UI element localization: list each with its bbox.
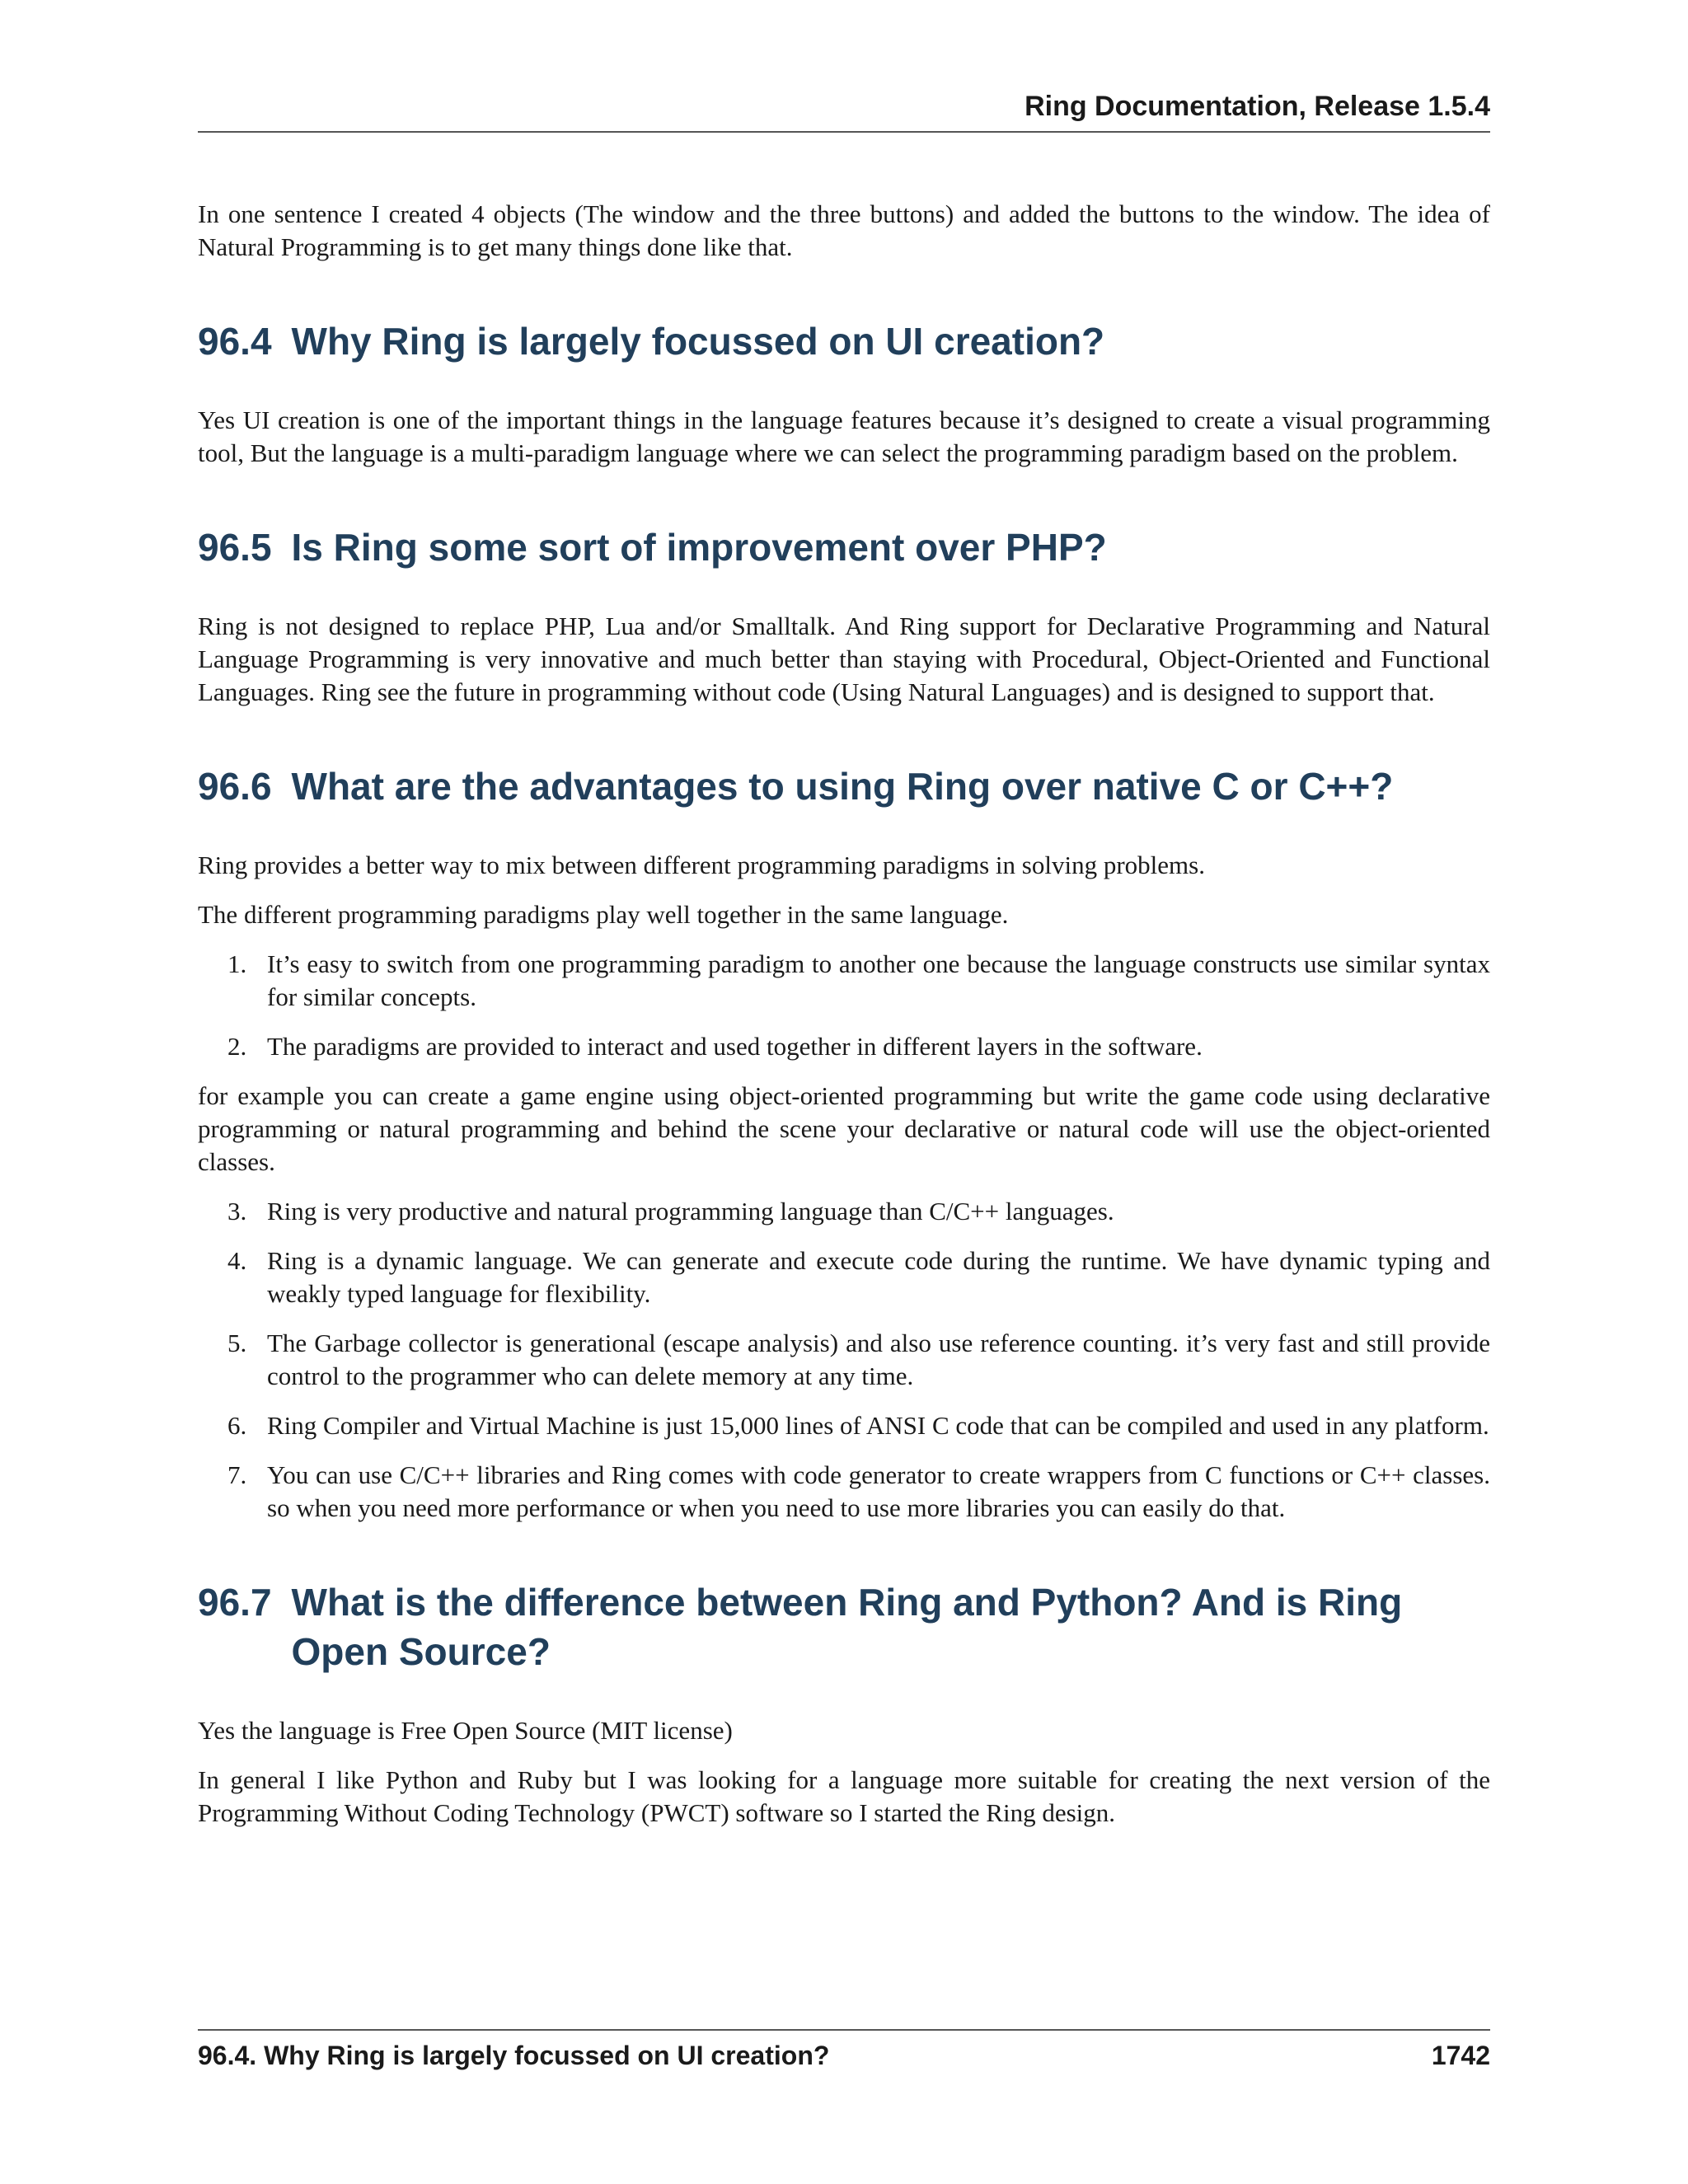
section-96-6-paragraph-1: Ring provides a better way to mix between different programming paradigms in solving problems. <box>198 851 1205 879</box>
list-item-text: The Garbage collector is generational (escape analysis) and also use reference counting. it’s very fast and still provide control to the programmer who can delete memory at any time. <box>267 1329 1490 1390</box>
list-item-text: It’s easy to switch from one programming paradigm to another one because the language constructs use similar syntax for similar concepts. <box>267 949 1490 1011</box>
intro-paragraph: In one sentence I created 4 objects (The window and the three buttons) and added the buttons to the window. The idea of Natural Programming is to get many things done like that. <box>198 199 1490 261</box>
list-marker: 5. <box>227 1329 247 1357</box>
advantages-list-a <box>198 948 1490 1063</box>
list-marker: 6. <box>227 1411 247 1440</box>
section-number: 96.7 <box>198 1581 272 1624</box>
section-number: 96.5 <box>198 526 272 569</box>
running-footer <box>198 2029 1490 2071</box>
list-item-text: You can use C/C++ libraries and Ring comes with code generator to create wrappers from C functions or C++ classes. so when you need more performance or when you need to use more libraries you can easily do that. <box>267 1460 1490 1522</box>
section-title: Is Ring some sort of improvement over PHP? <box>291 526 1107 569</box>
list-item-text: Ring is very productive and natural programming language than C/C++ languages. <box>267 1197 1114 1226</box>
section-96-6-paragraph-2: The different programming paradigms play well together in the same language. <box>198 900 1009 929</box>
section-title: What are the advantages to using Ring over native C or C++? <box>291 765 1394 808</box>
page-number: 1742 <box>1431 2041 1490 2070</box>
list-item <box>198 948 1490 1014</box>
list-marker: 2. <box>227 1032 247 1061</box>
list-item <box>198 1030 1490 1063</box>
section-96-7-paragraph-1: Yes the language is Free Open Source (MIT license) <box>198 1716 733 1745</box>
section-heading-96-5 <box>198 523 1490 572</box>
section-title: Why Ring is largely focussed on UI creation? <box>291 320 1105 363</box>
list-item <box>198 1459 1490 1525</box>
section-number: 96.6 <box>198 765 272 808</box>
list-marker: 7. <box>227 1460 247 1489</box>
list-item-text: Ring Compiler and Virtual Machine is just 15,000 lines of ANSI C code that can be compiled and used in any platform. <box>267 1411 1489 1440</box>
running-header: Ring Documentation, Release 1.5.4 <box>198 91 1490 133</box>
section-96-5-paragraph: Ring is not designed to replace PHP, Lua and/or Smalltalk. And Ring support for Declarative Programming and Natural Language Programming is very innovative and much better than staying with Procedural, Object-Oriented and Functional Languages. Ring see the future in programming without code (Using Natural Languages) and is designed to support that. <box>198 612 1490 706</box>
list-item-text: Ring is a dynamic language. We can generate and execute code during the runtime. We have dynamic typing and weakly typed language for flexibility. <box>267 1246 1490 1308</box>
list-item <box>198 1409 1490 1442</box>
section-96-6-example-paragraph: for example you can create a game engine using object-oriented programming but write the game code using declarative programming or natural programming and behind the scene your declarative or natural code will use the object-oriented classes. <box>198 1081 1490 1176</box>
section-number: 96.4 <box>198 320 272 363</box>
list-marker: 1. <box>227 949 247 978</box>
page-content <box>198 198 1490 1846</box>
section-title: What is the difference between Ring and Python? And is Ring Open Source? <box>291 1581 1403 1673</box>
section-heading-96-6 <box>198 762 1490 811</box>
list-item <box>198 1327 1490 1393</box>
section-96-7-paragraph-2: In general I like Python and Ruby but I was looking for a language more suitable for creating the next version of the Programming Without Coding Technology (PWCT) software so I started the Ring design. <box>198 1765 1490 1827</box>
list-item <box>198 1195 1490 1228</box>
section-heading-96-4 <box>198 316 1490 366</box>
document-page <box>198 0 1490 2184</box>
list-item <box>198 1244 1490 1310</box>
section-96-4-paragraph: Yes UI creation is one of the important things in the language features because it’s designed to create a visual programming tool, But the language is a multi-paradigm language where we can select the programming paradigm based on the problem. <box>198 405 1490 467</box>
list-marker: 4. <box>227 1246 247 1275</box>
advantages-list-b <box>198 1195 1490 1525</box>
section-heading-96-7 <box>198 1577 1490 1676</box>
list-item-text: The paradigms are provided to interact and used together in different layers in the software. <box>267 1032 1203 1061</box>
footer-section-title: 96.4. Why Ring is largely focussed on UI creation? <box>198 2041 830 2070</box>
list-marker: 3. <box>227 1197 247 1226</box>
